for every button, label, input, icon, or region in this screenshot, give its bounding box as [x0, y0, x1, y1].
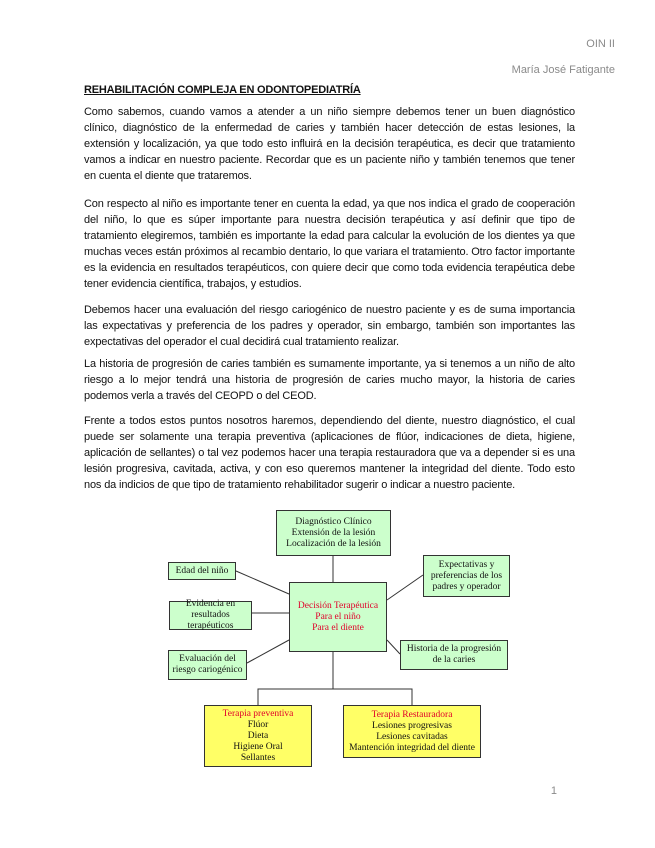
box-historia-line1: Historia de la progresión [406, 644, 502, 654]
box-evaluacion [168, 650, 247, 680]
paragraph-3: Debemos hacer una evaluación del riesgo cariogénico de nuestro paciente y es de suma importancia las expectativas y preferencia de los padres y operador, sin embargo, también son importantes las expectativas del operador el cual decidirá cual tratamiento realizar. [84, 304, 575, 348]
restauradora-item: Lesiones cavitadas [376, 731, 448, 742]
box-evidencia-line2: terapéuticos [187, 621, 234, 631]
connector-historia [387, 640, 400, 654]
connector-expectativas [387, 575, 423, 600]
connector-bottom [258, 652, 333, 705]
restauradora-item: Mantención integridad del diente [349, 742, 475, 753]
box-diagnostico-line2: Extensión de la lesión [291, 527, 376, 538]
box-expectativas [423, 555, 510, 597]
document-title: REHABILITACIÓN COMPLEJA EN ODONTOPEDIATRÍA [84, 84, 361, 96]
preventiva-item: Higiene Oral [233, 741, 283, 752]
box-diagnostico-line3: Localización de la lesión [286, 538, 381, 549]
page-number: 1 [550, 785, 557, 797]
restauradora-item: Lesiones progresivas [372, 720, 452, 731]
paragraph-4: La historia de progresión de caries también es sumamente importante, ya si tenemos a un niño de alto riesgo a lo mejor tendrá una historia de progresión de caries mucho mayor, la historia de caries podemos verla a través del CEOPD o del CEOD. [84, 358, 575, 402]
box-expectativas-line3: padres y operador [432, 581, 501, 592]
header-author: María José Fatigante [511, 64, 615, 76]
preventiva-item: Flúor [247, 719, 269, 730]
paragraph-2: Con respecto al niño es importante tener en cuenta la edad, ya que nos indica el grado de cooperación del niño, lo que es súper importante para nuestra decisión terapéutica y así definir que tipo de tratamiento elegiremos, también es importante la edad para calcular la evolución de los dientes ya que muchas veces están próximos al recambio dentario, lo que variara el tratamiento. Otro factor importante es la evidencia en resultados terapéuticos, con quiere decir que como toda evidencia terapéutica debe tener evidencia científica, trabajos, y estudios. [84, 198, 575, 290]
box-evidencia [169, 601, 252, 630]
center-line1: Decisión Terapéutica [297, 600, 379, 611]
box-diagnostico [276, 510, 391, 556]
box-diagnostico-line1: Diagnóstico Clínico [295, 516, 372, 527]
preventiva-item: Sellantes [240, 752, 276, 763]
box-decision-terapeutica [289, 582, 387, 652]
box-expectativas-line1: Expectativas y [438, 559, 495, 570]
restauradora-heading: Terapia Restauradora [371, 709, 453, 720]
box-expectativas-line2: preferencias de los [430, 570, 503, 581]
box-terapia-restauradora [343, 705, 481, 758]
box-terapia-preventiva [204, 705, 312, 767]
connector-bottom-right [333, 689, 412, 705]
box-historia-line2: de la caries [432, 655, 476, 665]
center-line3: Para el diente [312, 622, 364, 633]
box-historia [400, 640, 508, 670]
box-evidencia-line1: Evidencia en resultados [185, 599, 236, 620]
preventiva-item: Dieta [247, 730, 269, 741]
box-edad-label: Edad del niño [175, 565, 229, 576]
paragraph-1: Como sabemos, cuando vamos a atender a un niño siempre debemos tener un buen diagnóstico clínico, diagnóstico de la enfermedad de caries y también hacer detección de estas lesiones, la extensión y localización, ya que todo esto influirá en la decisión terapéutica, es decir que tratamiento vamos a indicar en nuestro paciente. Recordar que es un paciente niño y también tenemos que tener en cuenta el diente que trataremos. [84, 106, 575, 182]
box-evaluacion-line1: Evaluación del [179, 654, 236, 664]
connector-edad [236, 571, 289, 594]
paragraph-5: Frente a todos estos puntos nosotros haremos, dependiendo del diente, nuestro diagnóstico, el cual puede ser solamente una terapia preventiva (aplicaciones de flúor, indicaciones de dieta, higiene, aplicación de sellantes) o tal vez podemos hacer una terapia restauradora que va a depender si es una lesión progresiva, cavitada, activa, y con eso queremos mantener la integridad del diente. Todo esto nos da indicios de que tipo de tratamiento rehabilitador sugerir o indicar a nuestro paciente. [84, 415, 575, 491]
connector-evaluacion [247, 640, 289, 663]
center-line2: Para el niño [315, 611, 361, 622]
box-evaluacion-line2: riesgo cariogénico [172, 665, 243, 675]
box-edad [168, 562, 236, 580]
preventiva-heading: Terapia preventiva [222, 708, 294, 719]
header-course: OIN II [586, 38, 615, 50]
